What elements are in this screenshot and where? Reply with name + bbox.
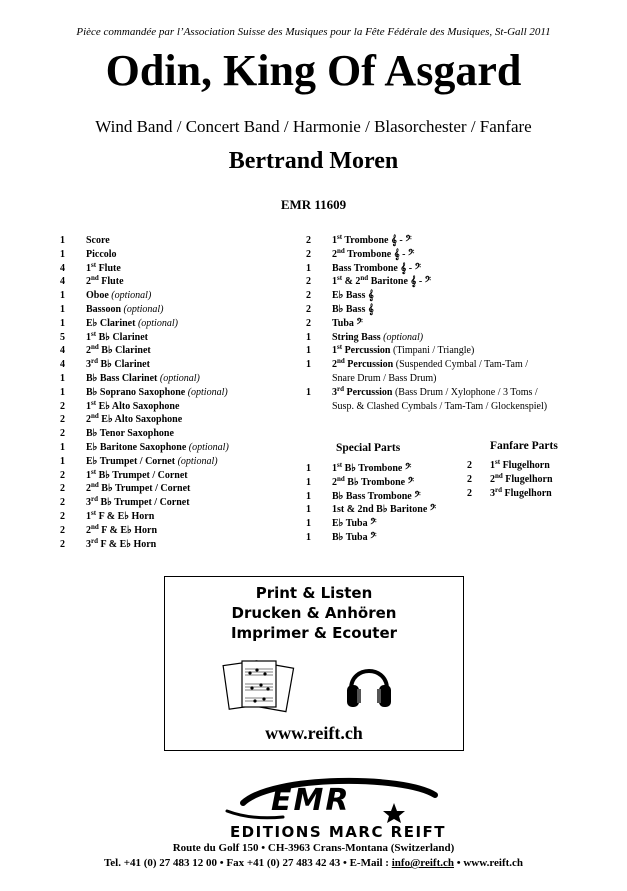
part-name: 2nd B♭ Trumpet / Cornet: [86, 481, 191, 495]
part-name: 1st F & E♭ Horn: [86, 508, 155, 522]
part-row: [60, 482, 229, 496]
part-row: [306, 490, 436, 504]
part-row: [60, 372, 229, 386]
part-name: 3rd F & E♭ Horn: [86, 536, 157, 550]
part-row: [60, 469, 229, 483]
part-quantity: 2: [306, 317, 311, 329]
part-row: [306, 289, 547, 303]
part-row: [60, 524, 229, 538]
headphones-icon: [345, 655, 393, 711]
part-row: [306, 400, 547, 414]
part-name: 2nd F & E♭ Horn: [86, 522, 158, 536]
part-quantity: 1: [60, 248, 65, 260]
part-quantity: 5: [60, 331, 65, 343]
contact-email-link[interactable]: info@reift.ch: [391, 857, 455, 869]
part-name: 2nd Flute: [86, 274, 124, 288]
emr-logo-text: EMR: [271, 783, 351, 818]
part-name: 1st B♭ Trumpet / Cornet: [86, 467, 188, 481]
part-row: [306, 303, 547, 317]
fanfare-parts-heading: Fanfare Parts: [490, 440, 558, 452]
part-quantity: 1: [306, 504, 311, 516]
part-quantity: 1: [60, 455, 65, 467]
part-name: B♭ Tenor Saxophone: [86, 428, 174, 440]
part-row: [306, 503, 436, 517]
part-row: [467, 459, 553, 473]
part-quantity: 4: [60, 345, 65, 357]
part-row: [60, 248, 229, 262]
part-row: [306, 331, 547, 345]
publisher-contact: [0, 857, 627, 869]
part-quantity: 2: [60, 538, 65, 550]
part-name: 3rd Percussion (Bass Drum / Xylophone / 3 Toms /: [332, 384, 538, 398]
part-name: 1st & 2nd Baritone 𝄞 - 𝄢: [332, 274, 432, 288]
part-row: [60, 496, 229, 510]
promo-line-2: Drucken & Anhören: [231, 604, 397, 622]
part-quantity: 1: [60, 317, 65, 329]
special-parts-heading: Special Parts: [336, 442, 401, 454]
part-row: [306, 462, 436, 476]
part-row: [306, 344, 547, 358]
part-row: [60, 234, 229, 248]
part-quantity: 2: [60, 414, 65, 426]
part-row: [60, 275, 229, 289]
part-row: [60, 386, 229, 400]
part-name: B♭ Bass Clarinet (optional): [86, 372, 200, 384]
part-row: [306, 234, 547, 248]
promo-url[interactable]: www.reift.ch: [265, 723, 363, 743]
part-quantity: 2: [306, 276, 311, 288]
part-quantity: 2: [60, 497, 65, 509]
ensemble-subtitle: Wind Band / Concert Band / Harmonie / Blasorchester / Fanfare: [95, 117, 532, 136]
part-name: E♭ Trumpet / Cornet (optional): [86, 455, 218, 467]
part-name: 1st Flute: [86, 260, 121, 274]
part-quantity: 2: [306, 290, 311, 302]
part-quantity: 1: [306, 531, 311, 543]
part-row: [60, 303, 229, 317]
part-name: Oboe (optional): [86, 290, 152, 302]
part-name: 1st & 2nd B♭ Baritone 𝄢: [332, 504, 437, 516]
part-quantity: 2: [60, 428, 65, 440]
part-name: 2nd B♭ Clarinet: [86, 343, 151, 357]
part-name: 1st Percussion (Timpani / Triangle): [332, 343, 475, 357]
part-name: E♭ Bass 𝄞: [332, 290, 374, 302]
publisher-address: Route du Golf 150 • CH-3963 Crans-Montana (Switzerland): [172, 842, 455, 854]
part-name: Susp. & Clashed Cymbals / Tam-Tam / Glockenspiel): [332, 400, 548, 412]
part-row: [60, 427, 229, 441]
composer-name: Bertrand Moren: [228, 148, 399, 174]
part-quantity: [306, 372, 332, 386]
part-name: B♭ Soprano Saxophone (optional): [86, 386, 228, 398]
part-quantity: 1: [306, 386, 311, 398]
score-title: Odin, King Of Asgard: [105, 46, 522, 95]
part-name: Snare Drum / Bass Drum): [332, 372, 437, 384]
part-row: [60, 331, 229, 345]
promo-line-3: Imprimer & Ecouter: [230, 624, 398, 642]
part-row: [60, 344, 229, 358]
part-row: [306, 517, 436, 531]
part-quantity: 1: [306, 490, 311, 502]
promo-line-1: Print & Listen: [255, 584, 373, 602]
part-name: 2nd Trombone 𝄞 - 𝄢: [332, 246, 415, 260]
part-row: [306, 275, 547, 289]
part-row: [306, 317, 547, 331]
part-row: [60, 455, 229, 469]
part-name: 1st Flugelhorn: [490, 458, 550, 471]
part-name: String Bass (optional): [332, 331, 424, 343]
part-quantity: 4: [60, 262, 65, 274]
part-quantity: 1: [306, 518, 311, 530]
part-name: 3rd Flugelhorn: [490, 485, 552, 499]
part-quantity: 2: [467, 487, 472, 499]
catalog-number: EMR 11609: [280, 197, 347, 212]
part-quantity: 2: [60, 469, 65, 481]
part-row: [306, 476, 436, 490]
part-quantity: 2: [306, 235, 311, 246]
part-quantity: 1: [60, 303, 65, 315]
publisher-name: EDITIONS MARC REIFT: [229, 823, 447, 841]
part-quantity: 1: [306, 331, 311, 343]
part-quantity: [306, 400, 332, 414]
part-row: [60, 317, 229, 331]
part-row: [60, 441, 229, 455]
part-row: [467, 473, 553, 487]
contact-phone-fax: Tel. +41 (0) 27 483 12 00 • Fax +41 (0) 27 483 42 43 • E-Mail :: [103, 857, 392, 869]
print-listen-box[interactable]: [164, 576, 464, 751]
part-quantity: 1: [60, 386, 65, 398]
commission-note: Pièce commandée par l’Association Suisse des Musiques pour la Fête Fédérale des Musiques, St-Gall 2011: [76, 26, 551, 38]
part-row: [60, 289, 229, 303]
part-name: 2nd B♭ Trombone 𝄢: [332, 474, 415, 488]
part-name: B♭ Bass 𝄞: [332, 303, 374, 315]
part-name: 2nd E♭ Alto Saxophone: [86, 412, 183, 426]
part-row: [60, 358, 229, 372]
part-row: [467, 487, 553, 501]
part-quantity: 2: [306, 303, 311, 315]
parts-list-left: [60, 234, 229, 551]
part-name: Piccolo: [86, 248, 117, 260]
part-name: Tuba 𝄢: [332, 317, 363, 329]
part-name: B♭ Bass Trombone 𝄢: [332, 490, 421, 502]
part-row: [306, 372, 547, 386]
part-name: 2nd Flugelhorn: [490, 471, 553, 485]
contact-website: • www.reift.ch: [454, 857, 524, 869]
sheet-music-icon: [220, 657, 300, 715]
part-quantity: 1: [306, 476, 311, 488]
part-name: Bassoon (optional): [86, 303, 164, 315]
part-name: Score: [86, 235, 110, 246]
part-name: E♭ Clarinet (optional): [86, 317, 178, 329]
part-quantity: 1: [60, 372, 65, 384]
special-parts-list: [306, 462, 436, 545]
part-quantity: 2: [60, 400, 65, 412]
part-row: [306, 262, 547, 276]
part-quantity: 4: [60, 359, 65, 371]
part-name: 3rd B♭ Clarinet: [86, 357, 150, 371]
part-quantity: 2: [60, 524, 65, 536]
part-row: [306, 248, 547, 262]
part-row: [60, 400, 229, 414]
emr-logo: [213, 773, 463, 843]
part-quantity: 2: [467, 460, 472, 471]
part-quantity: 2: [60, 483, 65, 495]
part-quantity: 2: [60, 510, 65, 522]
part-quantity: 1: [306, 345, 311, 357]
parts-list-middle: [306, 234, 547, 413]
part-quantity: 2: [306, 248, 311, 260]
part-row: [306, 531, 436, 545]
part-name: 1st E♭ Alto Saxophone: [86, 398, 180, 412]
part-name: B♭ Tuba 𝄢: [332, 531, 377, 543]
part-row: [60, 538, 229, 552]
part-quantity: 1: [60, 290, 65, 302]
part-quantity: 1: [60, 441, 65, 453]
part-name: 1st B♭ Trombone 𝄢: [332, 461, 412, 474]
part-quantity: 1: [306, 359, 311, 371]
part-quantity: 1: [306, 262, 311, 274]
part-row: [306, 358, 547, 372]
part-name: 1st Trombone 𝄞 - 𝄢: [332, 233, 412, 246]
part-name: Bass Trombone 𝄞 - 𝄢: [332, 262, 422, 274]
part-row: [60, 262, 229, 276]
part-quantity: 1: [60, 235, 65, 246]
part-name: 3rd B♭ Trumpet / Cornet: [86, 495, 190, 509]
part-quantity: 4: [60, 276, 65, 288]
fanfare-parts-list: [467, 459, 553, 500]
part-row: [60, 510, 229, 524]
part-name: E♭ Baritone Saxophone (optional): [86, 441, 229, 453]
part-name: 2nd Percussion (Suspended Cymbal / Tam-Tam /: [332, 357, 529, 371]
part-name: 1st B♭ Clarinet: [86, 329, 148, 343]
part-row: [60, 413, 229, 427]
part-row: [306, 386, 547, 400]
part-quantity: 2: [467, 473, 472, 485]
part-quantity: 1: [306, 463, 311, 474]
part-name: E♭ Tuba 𝄢: [332, 518, 377, 530]
